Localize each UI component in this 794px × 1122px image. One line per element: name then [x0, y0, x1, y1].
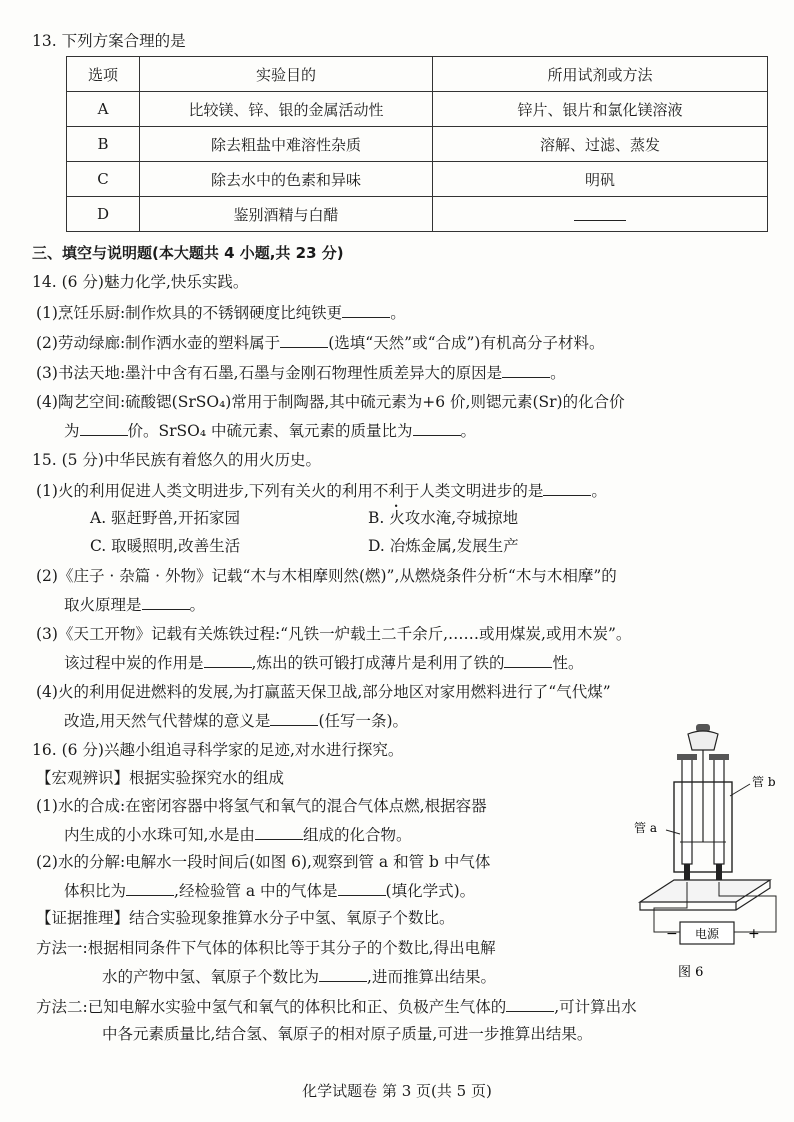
q16-macro-heading: 【宏观辨识】根据实验探究水的组成 [36, 769, 285, 787]
q16-method2-cont: 中各元素质量比,结合氢、氧原子的相对原子质量,可进一步推算出结果。 [102, 1025, 593, 1043]
answer-blank[interactable] [338, 879, 386, 896]
tube-a-label: 管 a [634, 821, 657, 835]
text: 性。 [552, 654, 584, 672]
q14-part4: (4)陶艺空间:硫酸锶(SrSO₄)常用于制陶器,其中硫元素为+6 价,则锶元素(Sr)的化合价 [36, 393, 625, 411]
table-header: 所用试剂或方法 [433, 57, 768, 92]
table-row [67, 197, 768, 232]
text: (任写一条)。 [318, 712, 409, 730]
answer-blank[interactable] [342, 301, 390, 318]
tube-a-icon [677, 754, 697, 864]
label-pointer-a [666, 830, 680, 834]
text: 人类文明进步的是 [419, 482, 544, 500]
table-cell: 除去水中的色素和异味 [140, 162, 433, 197]
tube-b-icon [709, 754, 729, 864]
q16-method1-cont [102, 965, 496, 988]
text: 体积比为 [64, 882, 127, 900]
text: 价。SrSO₄ 中硫元素、氧元素的质量比为 [127, 422, 413, 440]
table-cell: A [67, 92, 140, 127]
q16-part1-cont [64, 823, 411, 846]
q15-option-c: C. 取暖照明,改善生活 [90, 537, 241, 555]
text: 内生成的小水珠可知,水是由 [64, 826, 255, 844]
q15-option-b: B. 火攻水淹,夺城掠地 [368, 509, 519, 527]
answer-blank[interactable] [506, 995, 554, 1012]
q13-table [66, 56, 768, 232]
text: 取火原理是 [64, 596, 142, 614]
table-row [67, 162, 768, 197]
q16-part2: (2)水的分解:电解水一段时间后(如图 6),观察到管 a 和管 b 中气体 [36, 853, 491, 871]
q15-option-a: A. 驱赶野兽,开拓家园 [90, 509, 240, 527]
q16-method2 [36, 995, 637, 1018]
text: 该过程中炭的作用是 [64, 654, 204, 672]
q15-option-d: D. 冶炼金属,发展生产 [368, 537, 519, 555]
q14-part4-cont: 为 价。SrSO₄ 中硫元素、氧元素的质量比为 。 [64, 419, 476, 442]
answer-blank[interactable] [126, 879, 174, 896]
emphasis-text: 不利于 [372, 482, 420, 500]
label-pointer-b [730, 784, 750, 796]
electrolysis-figure [630, 724, 780, 984]
table-cell: D [67, 197, 140, 232]
text: (选填“天然”或“合成”)有机高分子材料。 [328, 334, 605, 352]
tube-b-label: 管 b [752, 775, 776, 789]
section-title: 三、填空与说明题(本大题共 4 小题,共 23 分) [32, 244, 344, 262]
q16-method1: 方法一:根据相同条件下气体的体积比等于其分子的个数比,得出电解 [36, 939, 496, 957]
text: (填化学式)。 [385, 882, 476, 900]
q15-part2-cont: 取火原理是 。 [64, 593, 205, 616]
text: (1)火的利用促进人类文明进步,下列有关火的利用 [36, 482, 373, 500]
q14-part3: (3)书法天地:墨汁中含有石墨,石墨与金刚石物理性质差异大的原因是 。 [36, 361, 566, 384]
q14-part1: (1)烹饪乐厨:制作炊具的不锈钢硬度比纯铁更 。 [36, 301, 406, 324]
text: 为 [64, 422, 80, 440]
text: 方法二:已知电解水实验中氢气和氧气的体积比和正、负极产生气体的 [36, 998, 507, 1016]
text: 组成的化合物。 [302, 826, 412, 844]
text: ,经检验管 a 中的气体是 [174, 882, 338, 900]
electrode-negative [684, 864, 690, 882]
plus-sign: + [748, 926, 760, 942]
q13-stem: 13. 下列方案合理的是 [32, 32, 186, 50]
answer-blank[interactable] [504, 651, 552, 668]
q15-part1: (1)火的利用促进人类文明进步,下列有关火的利用不利于人类文明进步的是 。 [36, 479, 607, 502]
answer-blank[interactable] [319, 965, 367, 982]
q16-reasoning-heading: 【证据推理】结合实验现象推算水分子中氢、氧原子个数比。 [36, 909, 455, 927]
text: 水的产物中氢、氧原子个数比为 [102, 968, 320, 986]
table-cell: 明矾 [433, 162, 768, 197]
text: ,可计算出水 [554, 998, 637, 1016]
table-row [67, 92, 768, 127]
table-cell: C [67, 162, 140, 197]
table-cell: 鉴别酒精与白醋 [140, 197, 433, 232]
text: (1)烹饪乐厨:制作炊具的不锈钢硬度比纯铁更 [36, 304, 343, 322]
base-platform [640, 880, 770, 902]
text: (2)劳动绿廊:制作洒水壶的塑料属于 [36, 334, 281, 352]
answer-blank[interactable] [270, 709, 318, 726]
q16-part1: (1)水的合成:在密闭容器中将氢气和氧气的混合气体点燃,根据容器 [36, 797, 487, 815]
q15-stem: 15. (5 分)中华民族有着悠久的用火历史。 [32, 451, 321, 469]
q15-part2: (2)《庄子 · 杂篇 · 外物》记载“木与木相摩则然(燃)”,从燃烧条件分析“木与木相摩”的 [36, 567, 617, 585]
answer-blank[interactable] [574, 204, 626, 221]
table-header: 选项 [67, 57, 140, 92]
table-cell: 除去粗盐中难溶性杂质 [140, 127, 433, 162]
page-footer: 化学试题卷 第 3 页(共 5 页) [302, 1082, 492, 1100]
q14-part2 [36, 331, 604, 354]
table-header-row [67, 57, 768, 92]
q16-stem: 16. (6 分)兴趣小组追寻科学家的足迹,对水进行探究。 [32, 741, 404, 759]
table-row [67, 127, 768, 162]
table-cell: 溶解、过滤、蒸发 [433, 127, 768, 162]
table-cell: B [67, 127, 140, 162]
text: ,进而推算出结果。 [367, 968, 496, 986]
figure-caption: 图 6 [678, 965, 704, 980]
power-label: 电源 [694, 927, 720, 941]
answer-blank[interactable] [280, 331, 328, 348]
q15-part3: (3)《天工开物》记载有关炼铁过程:“凡铁一炉载土二千余斤,……或用煤炭,或用木炭”。 [36, 625, 632, 643]
table-cell: 比较镁、锌、银的金属活动性 [140, 92, 433, 127]
answer-blank[interactable] [80, 419, 128, 436]
q15-part4: (4)火的利用促进燃料的发展,为打赢蓝天保卫战,部分地区对家用燃料进行了“气代煤” [36, 683, 611, 701]
answer-blank[interactable] [502, 361, 550, 378]
answer-blank[interactable] [413, 419, 461, 436]
text: ,炼出的铁可锻打成薄片是利用了铁的 [251, 654, 505, 672]
answer-blank[interactable] [142, 593, 190, 610]
answer-blank[interactable] [204, 651, 252, 668]
answer-blank-cell [433, 197, 768, 232]
text: (3)书法天地:墨汁中含有石墨,石墨与金刚石物理性质差异大的原因是 [36, 364, 503, 382]
answer-blank[interactable] [255, 823, 303, 840]
table-header: 实验目的 [140, 57, 433, 92]
q16-part2-cont [64, 879, 475, 902]
q15-part4-cont [64, 709, 408, 732]
electrode-positive [716, 864, 722, 882]
answer-blank[interactable] [543, 479, 591, 496]
text: 改造,用天然气代替煤的意义是 [64, 712, 271, 730]
minus-sign: − [666, 926, 678, 942]
q15-part3-cont [64, 651, 583, 674]
table-cell: 锌片、银片和氯化镁溶液 [433, 92, 768, 127]
q14-stem: 14. (6 分)魅力化学,快乐实践。 [32, 273, 249, 291]
